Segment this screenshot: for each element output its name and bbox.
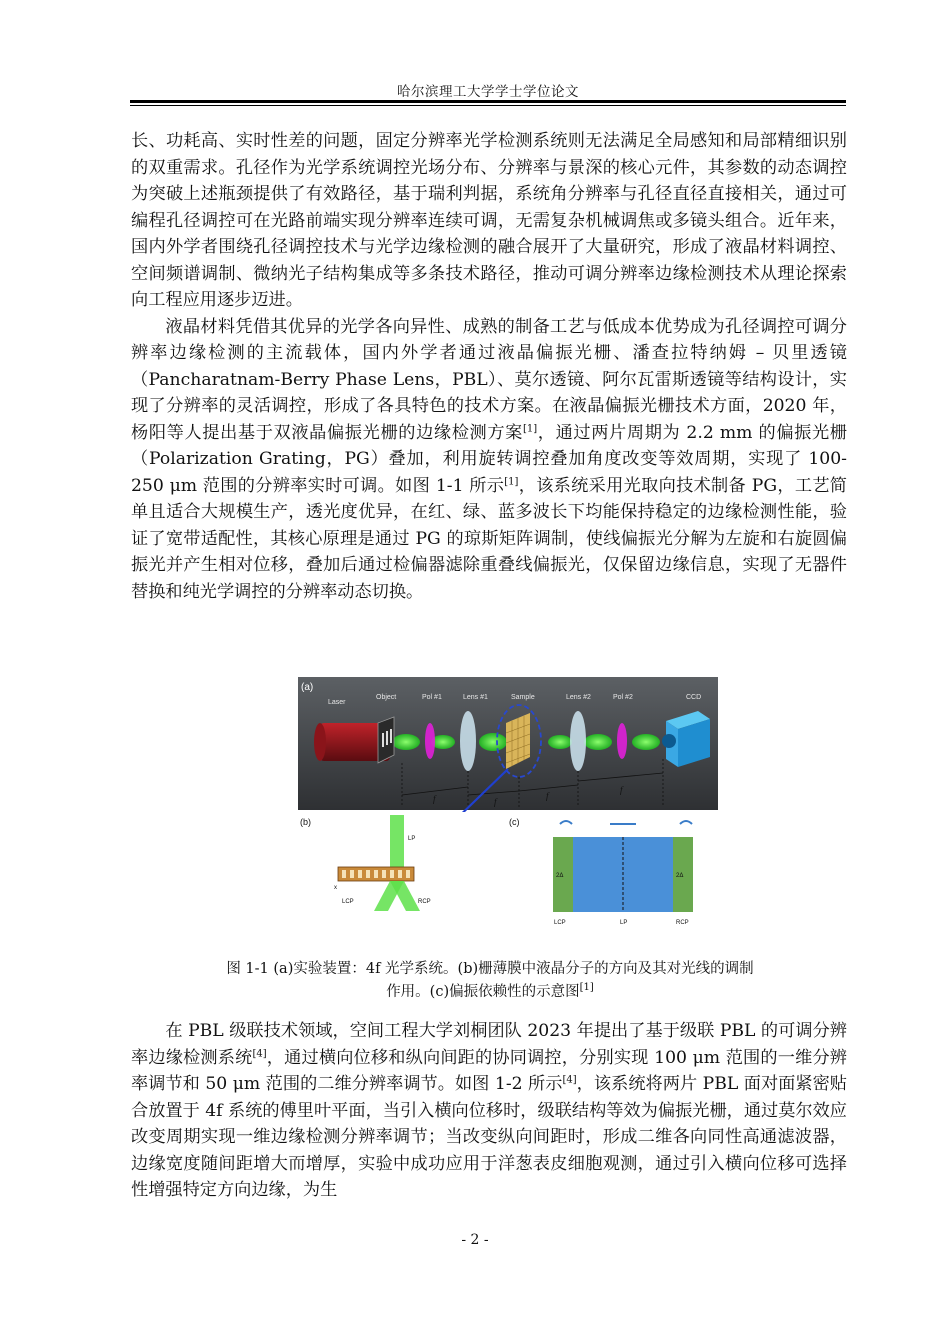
- svg-text:LCP: LCP: [342, 899, 354, 905]
- svg-text:LCP: LCP: [554, 920, 566, 926]
- caption-line-1: 图 1-1 (a)实验装置：4f 光学系统。(b)栅薄膜中液晶分子的方向及其对光线的调制: [226, 961, 754, 977]
- caption-citation: [1]: [579, 982, 594, 994]
- label-object: Object: [376, 694, 397, 701]
- label-sample: Sample: [511, 694, 535, 701]
- panel-b-label: (b): [300, 817, 311, 827]
- focal-label-3: f: [546, 791, 549, 801]
- paragraph-2-text-b: ，通过两片周期为 2.2 mm 的偏振光栅（Polarization Grating，PG）叠加，利用旋转调控叠加角度改变等效周期，实现了 100-250 μm 范围的分辨率实时可调。如图 1-1 所示: [131, 422, 847, 496]
- citation-4: [4]: [562, 1074, 577, 1086]
- label-lens1: Lens #1: [463, 694, 488, 701]
- header-rule-thick: [130, 100, 846, 103]
- panel-a-label: (a): [301, 682, 314, 693]
- label-lens2: Lens #2: [566, 694, 591, 701]
- svg-text:RCP: RCP: [676, 920, 689, 926]
- svg-text:x: x: [334, 885, 337, 891]
- label-laser: Laser: [328, 699, 346, 706]
- svg-text:RCP: RCP: [418, 899, 431, 905]
- svg-text:LP: LP: [620, 920, 628, 926]
- citation-3: [4]: [252, 1047, 267, 1059]
- paragraph-2-text-c: ，该系统采用光取向技术制备 PG，工艺简单且适合大规模生产，透光度优异，在红、绿、蓝多波长下均能保持稳定的边缘检测性能，验证了宽带适配性，其核心原理是通过 PG 的琼斯矩阵调制，使线偏振光分解为左旋和右旋圆偏振光并产生相对位移，叠加后通过检偏器滤除重叠线偏振光，仅保留边缘信息，实现了无器件替换和纯光学调控的分辨率动态切换。: [131, 475, 847, 602]
- focal-label-1: f: [433, 794, 436, 804]
- label-pol1: Pol #1: [422, 694, 442, 701]
- panel-c-label: (c): [509, 817, 520, 827]
- svg-text:LP: LP: [408, 836, 416, 842]
- running-header: 哈尔滨理工大学学士学位论文: [397, 84, 579, 100]
- body-top: [131, 128, 847, 605]
- svg-text:2Δ: 2Δ: [676, 873, 684, 879]
- header-rule-thin: [130, 105, 846, 106]
- polarizer-2-icon: [617, 723, 627, 759]
- paragraph-3: [131, 1018, 847, 1204]
- citation-2: [1]: [504, 475, 519, 487]
- caption-line-2: 作用。(c)偏振依赖性的示意图[1]: [386, 982, 594, 1000]
- citation-1: [1]: [522, 422, 538, 434]
- figure-caption: [150, 958, 830, 1004]
- polarizer-1-icon: [425, 723, 435, 759]
- label-ccd: CCD: [686, 694, 702, 701]
- paragraph-2: [131, 314, 847, 606]
- paragraph-1: 长、功耗高、实时性差的问题，固定分辨率光学检测系统则无法满足全局感知和局部精细识别的双重需求。孔径作为光学系统调控光场分布、分辨率与景深的核心元件，其参数的动态调控为突破上述瓶颈提供了有效路径，基于瑞利判据，系统角分辨率与孔径直径直接相关，通过可编程孔径调控可在光路前端实现分辨率连续可调，无需复杂机械调焦或多镜头组合。近年来，国内外学者围绕孔径调控技术与光学边缘检测的融合展开了大量研究，形成了液晶材料调控、空间频谱调制、微纳光子结构集成等多条技术路径，推动可调分辨率边缘检测技术从理论探索向工程应用逐步迈进。: [131, 131, 847, 310]
- lens-1-icon: [460, 711, 476, 771]
- focal-label-2: f: [494, 797, 497, 807]
- svg-text:2Δ: 2Δ: [556, 873, 564, 879]
- object-icon: [378, 717, 394, 763]
- label-pol2: Pol #2: [613, 694, 633, 701]
- paragraph-3-text-a: 在 PBL 级联技术领域，空间工程大学刘桐团队 2023 年提出了基于级联 PBL 的可调分辨率边缘检测系统: [131, 1021, 847, 1068]
- lens-2-icon: [570, 711, 586, 771]
- body-bottom: [131, 1018, 847, 1204]
- paragraph-3-text-b: ，通过横向位移和纵向间距的协同调控，分别实现 100 μm 范围的一维分辨率调节和 50 μm 范围的二维分辨率调节。如图 1-2 所示: [131, 1047, 847, 1094]
- page-number: - 2 -: [461, 1232, 489, 1248]
- paragraph-3-text-c: ，该系统将两片 PBL 面对面紧密贴合放置于 4f 系统的傅里叶平面，当引入横向位移时，级联结构等效为偏振光栅，通过莫尔效应改变周期实现一维边缘检测分辨率调节；当改变纵向间距时，形成二维各向同性高通滤波器，边缘宽度随间距增大而增厚，实验中成功应用于洋葱表皮细胞观测，通过引入横向位移可选择性增强特定方向边缘，为生: [131, 1074, 847, 1200]
- focal-label-4: f: [620, 785, 623, 795]
- figure-1-1: [298, 677, 718, 932]
- paragraph-2-text-a: 液晶材料凭借其优异的光学各向异性、成熟的制备工艺与低成本优势成为孔径调控可调分辨率边缘检测的主流载体，国内外学者通过液晶偏振光栅、潘查拉特纳姆 – 贝里透镜（Pancharatnam-Berry Phase Lens，PBL）、莫尔透镜、阿尔瓦雷斯透镜等结构设计，实现了分辨率的灵活调控，形成了各具特色的技术方案。在液晶偏振光栅技术方面，2020 年，杨阳等人提出基于双液晶偏振光栅的边缘检测方案: [131, 316, 847, 443]
